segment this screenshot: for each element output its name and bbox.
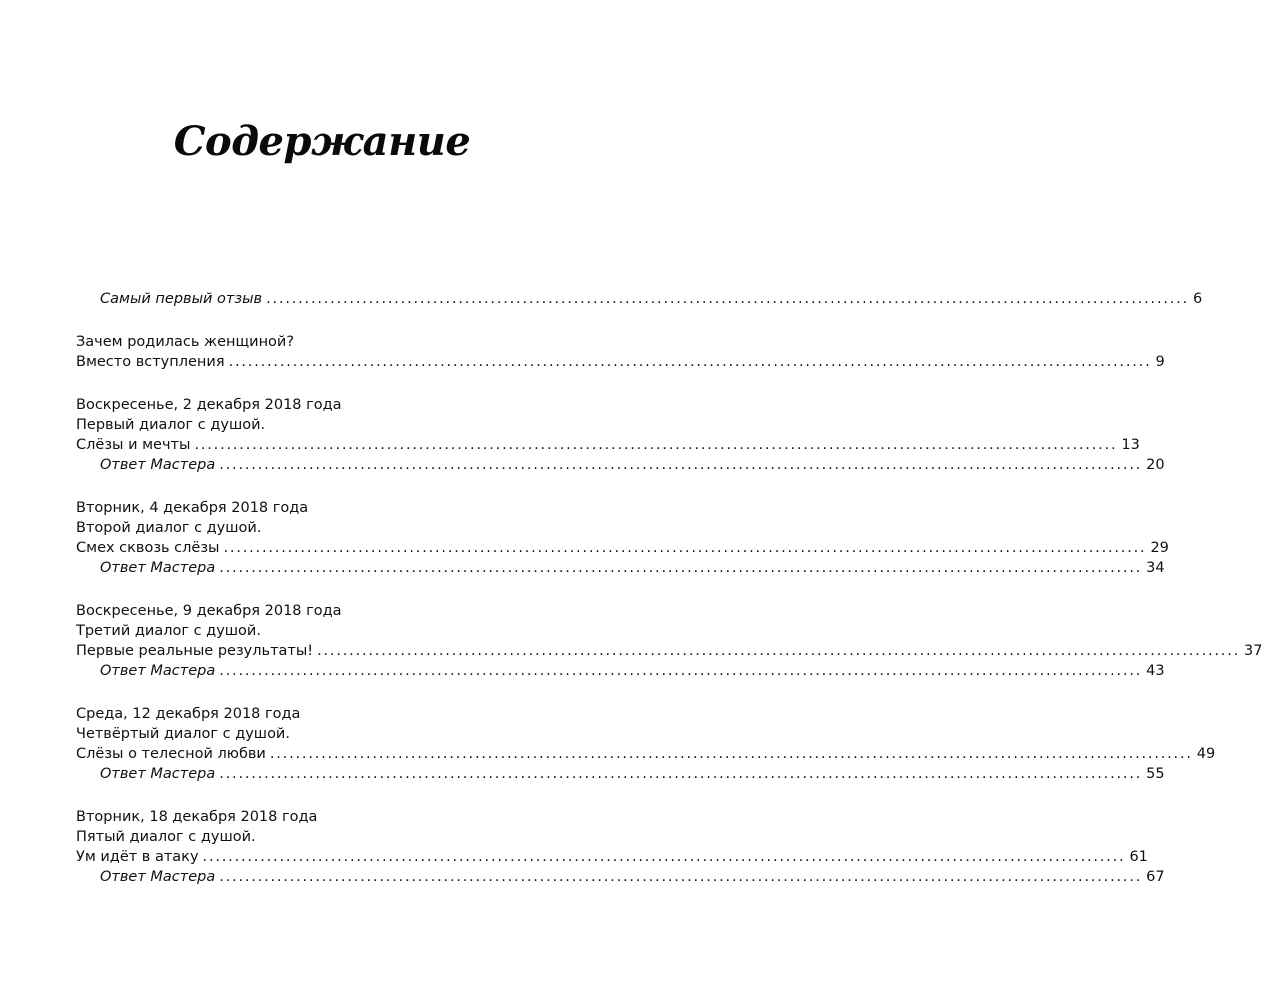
leader-dots: ................................................................................................................................................ [228,354,1152,370]
toc-entry-master-answer-5[interactable] [76,867,1165,887]
toc-entry-dialog-4[interactable] [76,744,1216,764]
toc-entry-dialog-1[interactable] [76,435,1140,455]
leader-dots: ................................................................................................................................................ [317,643,1241,659]
toc-entry-master-answer-2[interactable] [76,558,1165,578]
toc-section-date: Вторник, 18 декабря 2018 года [76,809,318,825]
toc-entry-first-review[interactable] [76,289,1203,309]
toc-entry-master-answer-4[interactable] [76,764,1165,784]
page-number: 34 [1146,560,1165,576]
toc-entry-label: Первые реальные результаты! [76,643,314,659]
leader-dots: ................................................................................................................................................ [219,663,1143,679]
page-number: 9 [1155,354,1165,370]
leader-dots: ................................................................................................................................................ [202,849,1126,865]
toc-entry-dialog-3[interactable] [76,641,1262,661]
page-number: 6 [1193,291,1203,307]
toc-entry-label: Слёзы и мечты [76,437,191,453]
toc-entry-dialog-5[interactable] [76,847,1148,867]
leader-dots: ................................................................................................................................................ [219,766,1143,782]
toc-section-dialog: Третий диалог с душой. [76,623,261,639]
toc-entry-heading: Зачем родилась женщиной? [76,334,295,350]
leader-dots: ................................................................................................................................................ [219,560,1143,576]
toc-entry-label: Самый первый отзыв [100,291,263,307]
table-of-contents [76,289,1262,887]
page-number: 43 [1146,663,1165,679]
page-number: 20 [1146,457,1165,473]
toc-entry-master-answer-1[interactable] [76,455,1165,475]
toc-section-dialog: Второй диалог с душой. [76,520,262,536]
toc-entry-label: Ответ Мастера [100,766,216,782]
page-number: 37 [1244,643,1262,659]
leader-dots: ................................................................................................................................................ [266,291,1190,307]
leader-dots: ................................................................................................................................................ [194,437,1118,453]
page-number: 49 [1196,746,1216,762]
toc-entry-label: Ответ Мастера [100,869,216,885]
toc-entry-intro[interactable] [76,352,1165,372]
toc-section-date: Среда, 12 декабря 2018 года [76,706,301,722]
toc-section-dialog: Пятый диалог с душой. [76,829,256,845]
toc-entry-label: Ответ Мастера [100,457,216,473]
toc-entry-label: Смех сквозь слёзы [76,540,220,556]
toc-section-date: Воскресенье, 2 декабря 2018 года [76,397,342,413]
toc-entry-label: Вместо вступления [76,354,225,370]
page-number: 29 [1150,540,1169,556]
leader-dots: ................................................................................................................................................ [219,457,1143,473]
page-number: 13 [1121,437,1140,453]
leader-dots: ................................................................................................................................................ [219,869,1143,885]
toc-section-date: Вторник, 4 декабря 2018 года [76,500,309,516]
toc-entry-label: Ум идёт в атаку [76,849,199,865]
toc-section-date: Воскресенье, 9 декабря 2018 года [76,603,342,619]
page-number: 55 [1146,766,1165,782]
toc-entry-master-answer-3[interactable] [76,661,1165,681]
toc-entry-label: Ответ Мастера [100,560,216,576]
page-number: 61 [1129,849,1148,865]
leader-dots: ................................................................................................................................................ [269,746,1193,762]
toc-entry-label: Слёзы о телесной любви [76,746,266,762]
toc-entry-label: Ответ Мастера [100,663,216,679]
page-title: Содержание [173,118,471,165]
toc-section-dialog: Первый диалог с душой. [76,417,266,433]
page-number: 67 [1146,869,1165,885]
toc-entry-dialog-2[interactable] [76,538,1169,558]
toc-section-dialog: Четвёртый диалог с душой. [76,726,290,742]
leader-dots: ................................................................................................................................................ [223,540,1147,556]
